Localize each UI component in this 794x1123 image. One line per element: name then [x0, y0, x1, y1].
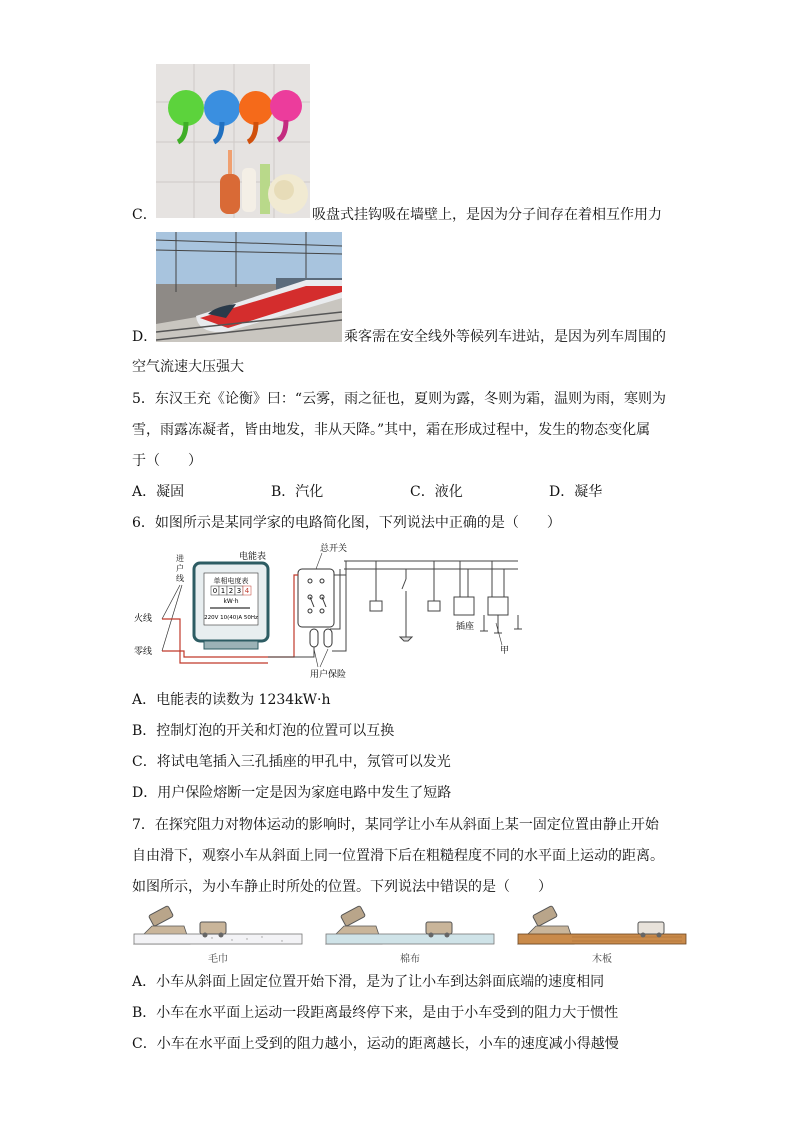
q7-option-c: C．小车在水平面上受到的阻力越小，运动的距离越长，小车的速度减小得越慢	[132, 1036, 619, 1052]
q5-stem-line1: 5．东汉王充《论衡》曰：“云雾，雨之征也，夏则为露，冬则为霜，温则为雨，寒则为	[132, 391, 667, 407]
label-main-switch: 总开关	[320, 544, 348, 554]
q5-option-b: B．汽化	[271, 484, 324, 500]
surface-label-towel: 毛巾	[208, 954, 228, 965]
q4-option-c	[132, 205, 157, 225]
incline-experiment-diagram	[132, 904, 688, 966]
meter-digit: 2	[228, 587, 234, 595]
q5-stem-line3: 于（ ）	[132, 453, 202, 469]
surface-label-cotton: 棉布	[400, 954, 420, 965]
meter-title: 单相电度表	[213, 577, 249, 585]
meter-digit: 4	[244, 587, 250, 595]
q6-option-d: D．用户保险熔断一定是因为家庭电路中发生了短路	[132, 785, 452, 801]
surface-label-wood: 木板	[592, 954, 612, 965]
q7-option-a: A．小车从斜面上固定位置开始下滑，是为了让小车到达斜面底端的速度相同	[132, 974, 605, 990]
q4-option-d-letter: D．	[132, 329, 158, 345]
label-live-wire: 火线	[134, 614, 153, 624]
household-circuit-diagram	[132, 541, 526, 683]
q6-option-c: C．将试电笔插入三孔插座的甲孔中，氖管可以发光	[132, 754, 451, 770]
q5-stem-line2: 雪，雨露冻凝者，皆由地发，非从天降。”其中，霜在形成过程中，发生的物态变化属	[132, 422, 651, 438]
q7-stem-line1: 7．在探究阻力对物体运动的影响时，某同学让小车从斜面上某一固定位置由静止开始	[132, 817, 659, 833]
q6-option-b: B．控制灯泡的开关和灯泡的位置可以互换	[132, 723, 395, 739]
svg-text:线: 线	[176, 574, 184, 583]
label-socket: 插座	[456, 622, 475, 632]
q4-option-d-continuation: 空气流速大压强大	[132, 359, 244, 375]
q4-option-c-text: 吸盘式挂钩吸在墙壁上，是因为分子间存在着相互作用力	[312, 207, 662, 223]
q5-option-a: A．凝固	[132, 484, 185, 500]
meter-digit: 0	[212, 587, 218, 595]
q7-stem-line3: 如图所示，为小车静止时所处的位置。下列说法中错误的是（ ）	[132, 879, 552, 895]
q7-option-b: B．小车在水平面上运动一段距离最终停下来，是由于小车受到的阻力大于惯性	[132, 1005, 619, 1021]
inlet-label-1: 进	[176, 554, 184, 563]
q7-stem-line2: 自由滑下，观察小车从斜面上同一位置滑下后在粗糙程度不同的水平面上运动的距离。	[132, 848, 664, 864]
q6-stem: 6．如图所示是某同学家的电路简化图，下列说法中正确的是（ ）	[132, 515, 561, 531]
label-fuse: 用户保险	[310, 670, 347, 680]
high-speed-train-photo	[156, 232, 342, 342]
meter-unit: kW·h	[223, 598, 239, 605]
label-jia: 甲	[500, 646, 510, 656]
svg-text:户: 户	[176, 564, 184, 573]
suction-hooks-photo	[156, 64, 310, 218]
label-neutral-wire: 零线	[134, 647, 153, 657]
label-meter: 电能表	[239, 552, 267, 562]
q5-option-c: C．液化	[410, 484, 463, 500]
meter-digit: 3	[236, 587, 242, 595]
meter-spec: 220V 10(40)A 50Hz	[204, 615, 258, 621]
option-letter: C．	[132, 207, 157, 223]
meter-digit: 1	[220, 587, 226, 595]
q5-option-d: D．凝华	[549, 484, 603, 500]
q6-option-a: A．电能表的读数为 1234kW·h	[132, 692, 331, 708]
q4-option-d-text: 乘客需在安全线外等候列车进站，是因为列车周围的	[344, 329, 666, 345]
